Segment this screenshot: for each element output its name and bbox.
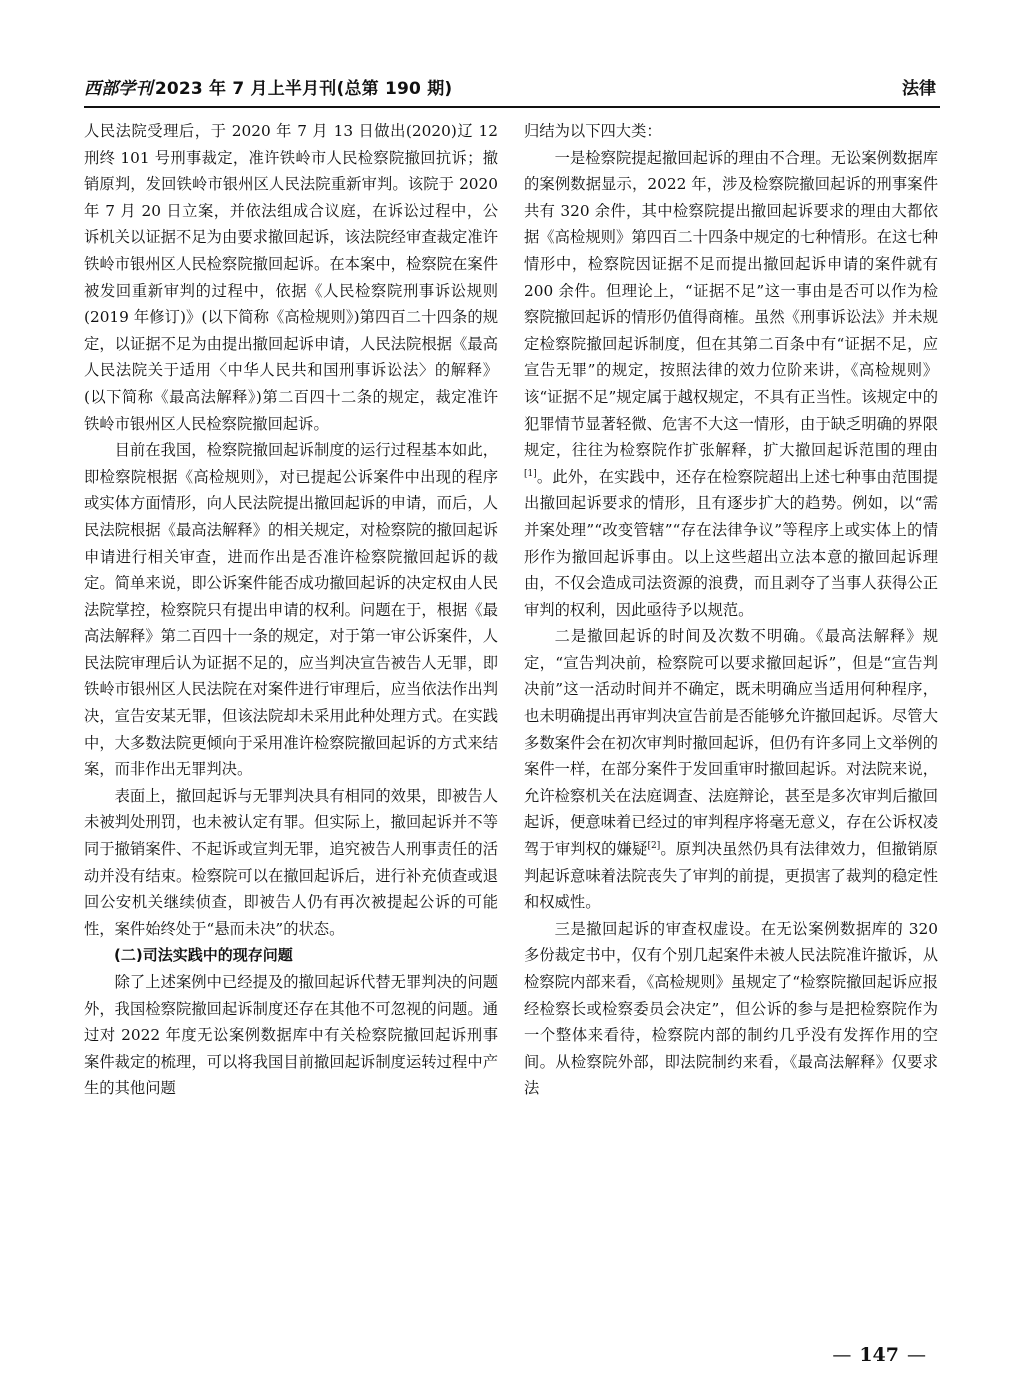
citation-ref: [2]	[647, 840, 661, 851]
paragraph: 人民法院受理后，于 2020 年 7 月 13 日做出(2020)辽 12 刑终 101 号刑事裁定，准许铁岭市人民检察院撤回抗诉；撤销原判，发回铁岭市银州区人民法院重新审判。该院于 2020 年 7 月 20 日立案，并依法组成合议庭，在诉讼过程中，公诉机关以证据不足为由要求撤回起诉，该法院经审查裁定准许铁岭市银州区人民检察院撤回起诉。在本案中，检察院在案件被发回重新审判的过程中，依据《人民检察院刑事诉讼规则(2019 年修订)》(以下简称《高检规则》)第四百二十四条的规定，以证据不足为由提出撤回起诉申请，人民法院根据《最高人民法院关于适用〈中华人民共和国刑事诉讼法〉的解释》(以下简称《最高法解释》)第二百四十二条的规定，裁定准许铁岭市银州区人民检察院撤回起诉。	[84, 122, 498, 433]
footer-dash: —	[907, 1344, 926, 1366]
page-footer	[824, 1344, 934, 1366]
paragraph: 目前在我国，检察院撤回起诉制度的运行过程基本如此，即检察院根据《高检规则》，对已提起公诉案件中出现的程序或实体方面情形，向人民法院提出撤回起诉的申请，而后，人民法院根据《最高法解释》的相关规定，对检察院的撤回起诉申请进行相关审查，进而作出是否准许检察院撤回起诉的裁定。简单来说，即公诉案件能否成功撤回起诉的决定权由人民法院掌控，检察院只有提出申请的权利。问题在于，根据《最高法解释》第二百四十一条的规定，对于第一审公诉案件，人民法院审理后认为证据不足的，应当判决宣告被告人无罪，即铁岭市银州区人民法院在对案件进行审理后，应当依法作出判决，宣告安某无罪，但该法院却未采用此种处理方式。在实践中，大多数法院更倾向于采用准许检察院撤回起诉的方式来结案，而非作出无罪判决。	[84, 441, 498, 779]
paragraph: 三是撤回起诉的审查权虚设。在无讼案例数据库的 320 多份裁定书中，仅有个别几起案件未被人民法院准许撤诉，从检察院内部来看，《高检规则》虽规定了“检察院撤回起诉应报经检察长或检察委员会决定”，但公诉的参与是把检察院作为一个整体来看待，检察院内部的制约几乎没有发挥作用的空间。从检察院外部，即法院制约来看，《最高法解释》仅要求法	[524, 919, 938, 1098]
paragraph-text: 。此外，在实践中，还存在检察院超出上述七种事由范围提出撤回起诉要求的情形，且有逐步扩大的趋势。例如，以“需并案处理”“改变管辖”“存在法律争议”等程序上或实体上的情形作为撤回起诉事由。以上这些超出立法本意的撤回起诉理由，不仅会造成司法资源的浪费，而且剥夺了当事人获得公正审判的权利，因此亟待予以规范。	[524, 467, 938, 619]
issue-info: 2023 年 7 月上半月刊(总第 190 期)	[154, 79, 453, 99]
section-heading: (二)司法实践中的现存问题	[114, 946, 293, 965]
paragraph: 归结为以下四大类：	[524, 122, 662, 140]
page-number: 147	[859, 1344, 899, 1366]
paragraph-text: 二是撤回起诉的时间及次数不明确。《最高法解释》规定，“宣告判决前，检察院可以要求撤回起诉”，但是“宣告判决前”这一活动时间并不确定，既未明确应当适用何种程序，也未明确提出再审判决宣告前是否能够允许撤回起诉。尽管大多数案件会在初次审判时撤回起诉，但仍有许多同上文举例的案件一样，在部分案件于发回重审时撤回起诉。对法院来说，允许检察机关在法庭调查、法庭辩论，甚至是多次审判后撤回起诉，便意味着已经过的审判程序将毫无意义，存在公诉权凌驾于审判权的嫌疑	[524, 627, 938, 859]
left-column	[84, 118, 498, 1102]
paragraph	[524, 145, 938, 624]
paragraph: 除了上述案例中已经提及的撤回起诉代替无罪判决的问题外，我国检察院撤回起诉制度还存在其他不可忽视的问题。通过对 2022 年度无讼案例数据库中有关检察院撤回起诉刑事案件裁定的梳理，可以将我国目前撤回起诉制度运转过程中产生的其他问题	[84, 973, 498, 1098]
right-column	[524, 118, 938, 1102]
section-label: 法律	[902, 79, 936, 99]
paragraph	[524, 623, 938, 916]
citation-ref: [1]	[524, 468, 537, 479]
footer-dash: —	[832, 1344, 852, 1366]
page-header	[84, 70, 940, 108]
journal-logo: 西部学刊	[84, 79, 153, 99]
journal-issue-line	[84, 74, 452, 99]
paragraph: 表面上，撤回起诉与无罪判决具有相同的效果，即被告人未被判处刑罚，也未被认定有罪。但实际上，撤回起诉并不等同于撤销案件、不起诉或宣判无罪，追究被告人刑事责任的活动并没有结束。检察院可以在撤回起诉后，进行补充侦查或退回公安机关继续侦查，即被告人仍有再次被提起公诉的可能性，案件始终处于“悬而未决”的状态。	[84, 786, 498, 938]
paragraph-text: 一是检察院提起撤回起诉的理由不合理。无讼案例数据库的案例数据显示，2022 年，涉及检察院撤回起诉的刑事案件共有 320 余件，其中检察院提出撤回起诉要求的理由大都依据《高检规则》第四百二十四条中规定的七种情形。在这七种情形中，检察院因证据不足而提出撤回起诉申请的案件就有 200 余件。但理论上，“证据不足”这一事由是否可以作为检察院撤回起诉的情形仍值得商榷。虽然《刑事诉讼法》并未规定检察院撤回起诉制度，但在其第二百条中有“证据不足，应宣告无罪”的规定，按照法律的效力位阶来讲，《高检规则》该“证据不足”规定属于越权规定，不具有正当性。该规定中的犯罪情节显著轻微、危害不大这一情形，由于缺乏明确的界限规定，往往为检察院作扩张解释，扩大撤回起诉范围的理由	[524, 148, 938, 460]
paragraph-text: 。原判决虽然仍具有法律效力，但撤销原判起诉意味着法院丧失了审判的前提，更损害了裁判的稳定性和权威性。	[524, 840, 938, 912]
